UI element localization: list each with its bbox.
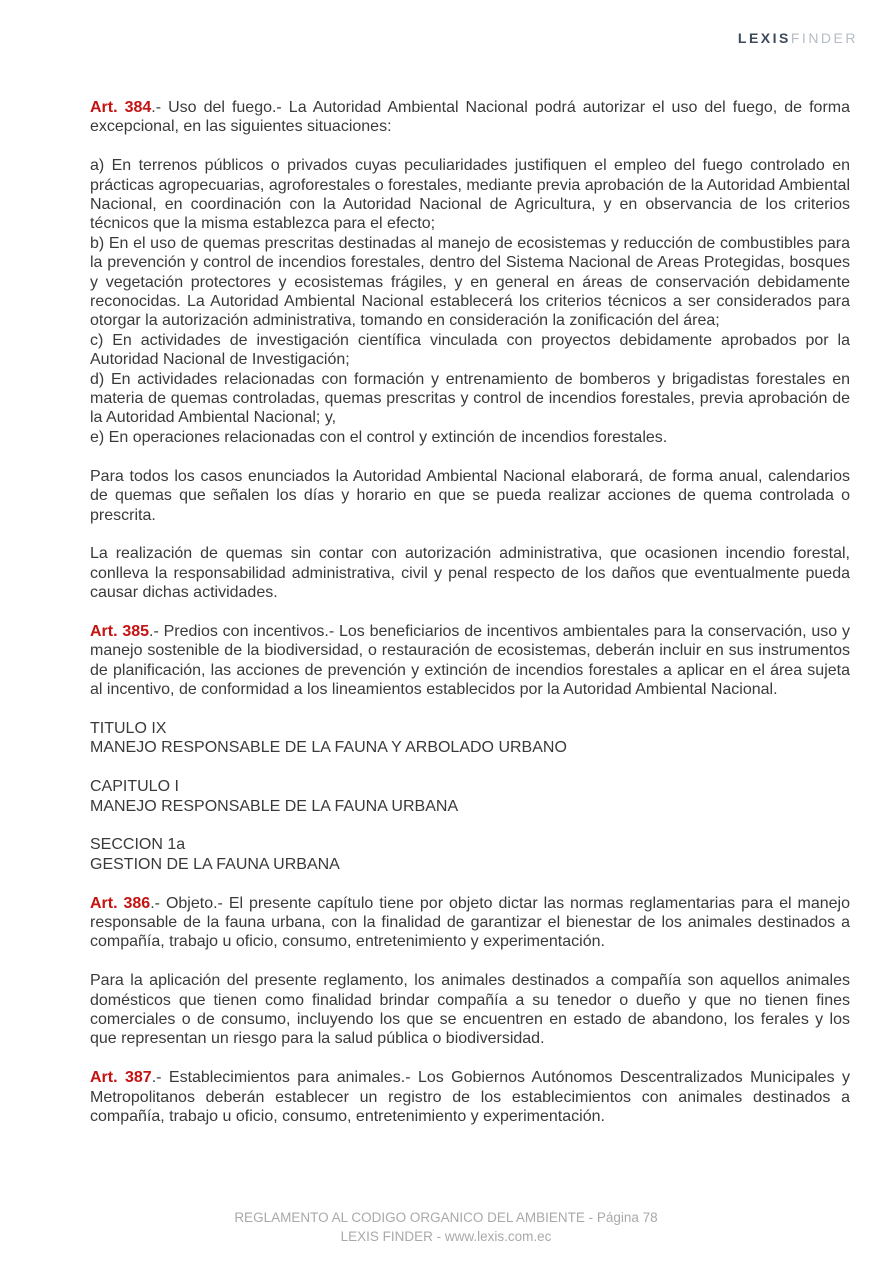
list-item: c) En actividades de investigación científica vinculada con proyectos debidamente aprobados por la Autoridad Nacional de Investigación; (90, 331, 850, 369)
heading-seccion-1a (90, 835, 850, 874)
list-item: b) En el uso de quemas prescritas destinadas al manejo de ecosistemas y reducción de combustibles para la prevención y control de incendios forestales, dentro del Sistema Nacional de Areas Protegidas, bosques y vegetación protectores y ecosistemas frágiles, y en general en áreas de conservación debidamente reconocidas. La Autoridad Ambiental Nacional establecerá los criterios técnicos a ser considerados para otorgar la autorización administrativa, tomando en consideración la zonificación del área; (90, 234, 850, 330)
logo-lexis-text: LEXIS (737, 30, 791, 46)
heading-titulo-ix (90, 719, 850, 758)
heading-line: MANEJO RESPONSABLE DE LA FAUNA Y ARBOLADO URBANO (90, 739, 567, 757)
article-number-label: Art. 387 (90, 1069, 152, 1087)
footer-document-title-page: REGLAMENTO AL CODIGO ORGANICO DEL AMBIENTE - Página 78 (234, 1210, 658, 1225)
list-item: a) En terrenos públicos o privados cuyas peculiaridades justifiquen el empleo del fuego controlado en prácticas agropecuarias, agroforestales o forestales, mediante previa aprobación de la Autoridad Ambiental Nacional, en coordinación con la Autoridad Nacional de Agricultura, y en observancia de los criterios técnicos que la misma establezca para el efecto; (90, 157, 850, 233)
list-item: e) En operaciones relacionadas con el control y extinción de incendios forestales. (90, 428, 668, 446)
article-number-label: Art. 384 (90, 99, 152, 116)
paragraph-animales-compania: Para la aplicación del presente reglamento, los animales destinados a compañía son aquellos animales domésticos que tienen como finalidad brindar compañía a su tenedor o dueño y que no tienen fines comerciales o de consumo, incluyendo los que se encuentren en estado de abandono, los ferales y los que representan un riesgo para la salud pública o biodiversidad. (90, 972, 850, 1048)
logo-finder-text: FINDER (790, 30, 858, 46)
page-footer (0, 1208, 892, 1246)
heading-line: MANEJO RESPONSABLE DE LA FAUNA URBANA (90, 797, 459, 815)
document-body (90, 98, 850, 1126)
heading-line: GESTION DE LA FAUNA URBANA (90, 855, 340, 873)
article-385: Art. 385.- Predios con incentivos.- Los beneficiarios de incentivos ambientales para la conservación, uso y manejo sostenible de la biodiversidad, o restauración de ecosistemas, deberán incluir en sus instrumentos de planificación, las acciones de prevención y extinción de incendios forestales a aplicar en el área sujeta al incentivo, de conformidad a los lineamientos establecidos por la Autoridad Ambiental Nacional. (90, 622, 850, 699)
article-number-label: Art. 385 (90, 622, 150, 640)
heading-line: CAPITULO I (90, 778, 179, 796)
heading-capitulo-i (90, 777, 850, 816)
article-number-label: Art. 386 (90, 894, 151, 912)
article-384: Art. 384.- Uso del fuego.- La Autoridad Ambiental Nacional podrá autorizar el uso del fuego, de forma excepcional, en las siguientes situaciones: (90, 99, 850, 136)
article-387: Art. 387.- Establecimientos para animales.- Los Gobiernos Autónomos Descentralizados Municipales y Metropolitanos deberán establecer un registro de los establecimientos con animales destinados a compañía, trabajo u oficio, consumo, entretenimiento y experimentación. (90, 1069, 850, 1125)
article-386: Art. 386.- Objeto.- El presente capítulo tiene por objeto dictar las normas reglamentarias para el manejo responsable de la fauna urbana, con la finalidad de garantizar el bienestar de los animales destinados a compañía, trabajo u oficio, consumo, entretenimiento y experimentación. (90, 894, 851, 951)
list-item: d) En actividades relacionadas con formación y entrenamiento de bomberos y brigadistas forestales en materia de quemas controladas, quemas prescritas y control de incendios forestales, previa aprobación de la Autoridad Ambiental Nacional; y, (90, 370, 850, 427)
paragraph-responsabilidad: La realización de quemas sin contar con autorización administrativa, que ocasionen incendio forestal, conlleva la responsabilidad administrativa, civil y penal respecto de los daños que eventualmente pueda causar dichas actividades. (90, 545, 850, 602)
lexisfinder-logo (738, 30, 858, 46)
article-384-literals (90, 156, 850, 447)
paragraph-calendarios: Para todos los casos enunciados la Autoridad Ambiental Nacional elaborará, de forma anual, calendarios de quemas que señalen los días y horario en que se pueda realizar acciones de quema controlada o prescrita. (90, 467, 850, 524)
footer-source-url: LEXIS FINDER - www.lexis.com.ec (340, 1229, 552, 1244)
heading-line: TITULO IX (90, 719, 167, 737)
heading-line: SECCION 1a (90, 836, 186, 854)
